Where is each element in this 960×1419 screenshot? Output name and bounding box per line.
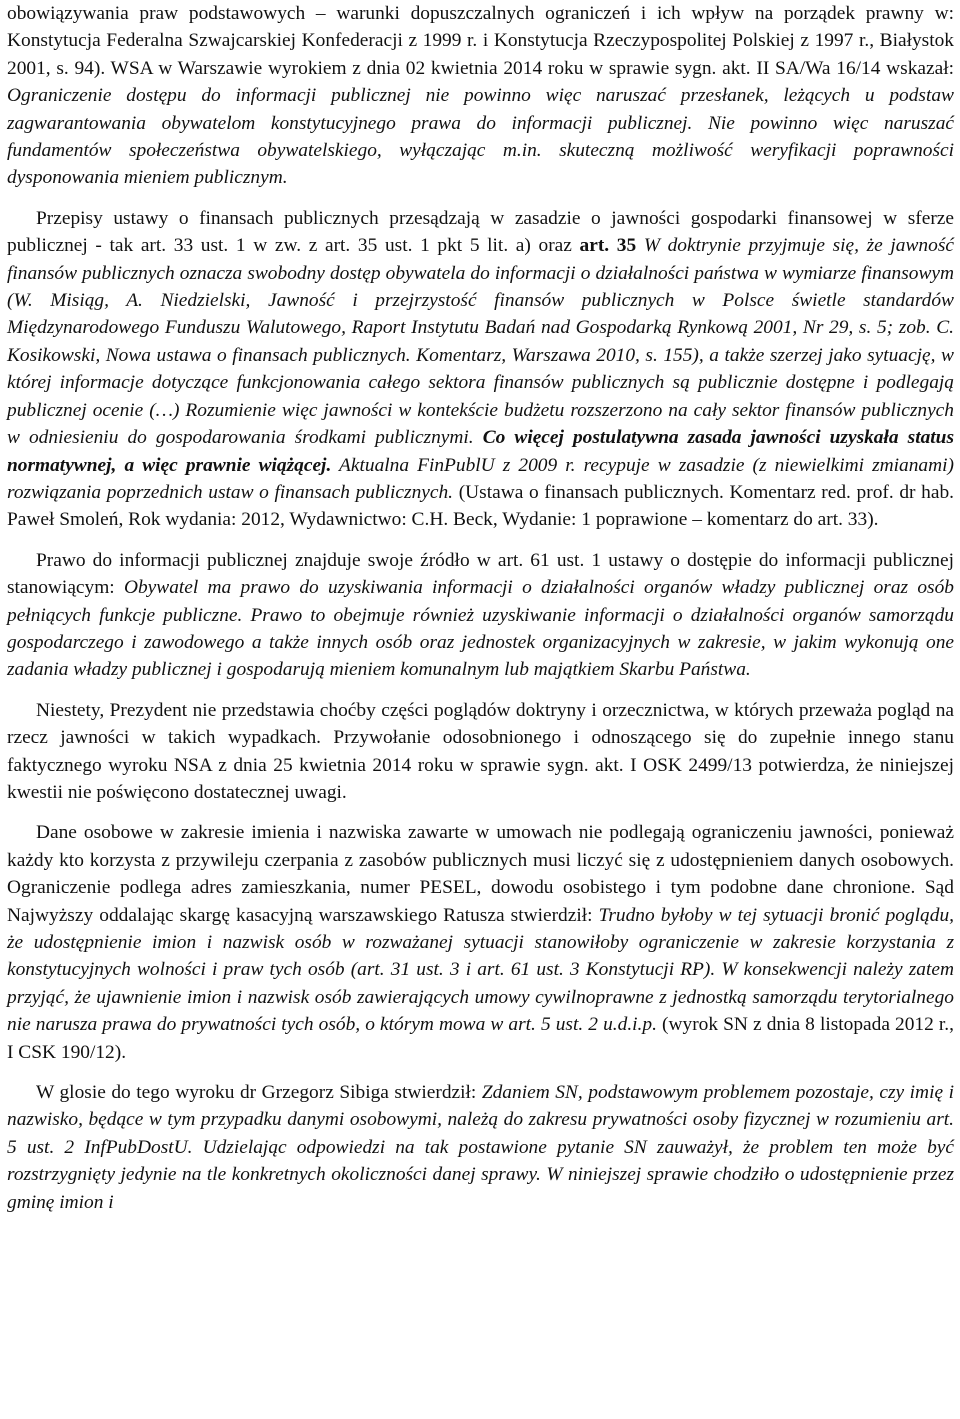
paragraph-p5 bbox=[7, 819, 954, 1066]
paragraph-p1 bbox=[7, 0, 954, 192]
text-segment: Obywatel ma prawo do uzyskiwania informacji o działalności organów władzy publicznej oraz osób pełniących funkcje publiczne. Prawo to obejmuje również uzyskiwanie informacji o działalności organów samorządu gospodarczego i zawodowego a także innych osób oraz jednostek organizacyjnych w zakresie, w jakim wykonują one zadania władzy publicznej i gospodarują mieniem komunalnym lub majątkiem Skarbu Państwa. bbox=[7, 577, 954, 681]
text-segment: art. 35 bbox=[579, 235, 637, 257]
text-segment: W glosie do tego wyroku dr Grzegorz Sibiga stwierdził: bbox=[36, 1082, 482, 1104]
paragraph-p3 bbox=[7, 547, 954, 684]
text-segment: Trudno byłoby w tej sytuacji bronić poglądu, że udostępnienie imion i nazwisk osób w rozważanej sytuacji stanowiłoby ograniczenie w zakresie korzystania z konstytucyjnych wolności i praw tych osób (art. 31 ust. 3 i art. 61 ust. 3 Konstytucji RP). W konsekwencji należy zatem przyjąć, że ujawnienie imion i nazwisk osób zawierających umowy cywilnoprawne z jednostką samorządu terytorialnego nie narusza prawa do prywatności tych osób, o którym mowa w art. 5 ust. 2 u.d.i.p. bbox=[7, 904, 954, 1036]
text-segment: (Ustawa o finansach publicznych. Komentarz red. prof. dr hab. Paweł Smoleń, Rok wydania: 2012, Wydawnictwo: C.H. Beck, Wydanie: 1 poprawione – komentarz do art. 33). bbox=[7, 481, 955, 531]
text-segment: Niestety, Prezydent nie przedstawia choćby części poglądów doktryny i orzecznictwa, w których przeważa pogląd na rzecz jawności w takich wypadkach. Przywołanie odosobnionego i odnoszącego się do zupełnie innego stanu faktycznego wyroku NSA z dnia 25 kwietnia 2014 roku w sprawie sygn. akt. I OSK 2499/13 potwierdza, że niniejszej kwestii nie poświęcono dostatecznej uwagi. bbox=[7, 699, 954, 803]
text-segment: Aktualna FinPublU z 2009 r. recypuje w zasadzie (z niewielkimi zmianami) rozwiązania poprzednich ustaw o finansach publicznych. bbox=[7, 454, 954, 503]
text-segment bbox=[636, 235, 644, 256]
text-segment: Przepisy ustawy o finansach publicznych przesądzają w zasadzie o jawności gospodarki finansowej w sferze publicznej - tak art. 33 ust. 1 w zw. z art. 35 ust. 1 pkt 5 lit. a) oraz bbox=[7, 207, 954, 257]
text-segment: Prawo do informacji publicznej znajduje swoje źródło w art. 61 ust. 1 ustawy o dostępie do informacji publicznej stanowiącym: bbox=[7, 549, 954, 599]
text-segment: Ograniczenie dostępu do informacji publicznej nie powinno więc naruszać przesłanek, leżących u podstaw zagwarantowania obywatelom konstytucyjnego prawa do informacji publicznej. Nie powinno więc naruszać fundamentów społeczeństwa obywatelskiego, wyłączając m.in. skuteczną możliwość weryfikacji poprawności dysponowania mieniem publicznym. bbox=[7, 85, 954, 189]
text-segment: obowiązywania praw podstawowych – warunki dopuszczalnych ograniczeń i ich wpływ na porządek prawny w: Konstytucja Federalna Szwajcarskiej Konfederacji z 1999 r. i Konstytucja Rzeczypospolitej Polskiej z 1997 r., Białystok 2001, s. 94). WSA w Warszawie wyrokiem z dnia 02 kwietnia 2014 roku w sprawie sygn. akt. II SA/Wa 16/14 wskazał: bbox=[7, 3, 954, 79]
text-segment: Dane osobowe w zakresie imienia i nazwiska zawarte w umowach nie podlegają ograniczeniu jawności, ponieważ każdy kto korzysta z przywileju czerpania z zasobów publicznych musi liczyć się z udostępnieniem danych osobowych. Ograniczenie podlega adres zamieszkania, numer PESEL, dowodu osobistego i tym podobne dane chronione. Sąd Najwyższy oddalając skargę kasacyjną warszawskiego Ratusza stwierdził: bbox=[7, 822, 954, 926]
text-segment: (wyrok SN z dnia 8 listopada 2012 r., I CSK 190/12). bbox=[7, 1014, 954, 1063]
text-segment: Co więcej postulatywna zasada jawności uzyskała status normatywnej, a więc prawnie wiążącej. bbox=[7, 427, 954, 476]
text-segment: Zdaniem SN, podstawowym problemem pozostaje, czy imię i nazwisko, będące w tym przypadku danymi osobowymi, należą do zakresu prywatności osoby fizycznej w rozumieniu art. 5 ust. 2 InfPubDostU. Udzielając odpowiedzi na tak postawione pytanie SN zauważył, że problem ten może być rozstrzygnięty jedynie na tle konkretnych okoliczności danej sprawy. W niniejszej sprawie chodziło o udostępnienie przez gminę imion i bbox=[7, 1082, 954, 1213]
text-segment: W doktrynie przyjmuje się, że jawność finansów publicznych oznacza swobodny dostęp obywatela do informacji o działalności państwa w wymiarze finansowym (W. Misiąg, A. Niedzielski, Jawność i przejrzystość finansów publicznych w Polsce świetle standardów Międzynarodowego Funduszu Walutowego, Raport Instytutu Badań nad Gospodarką Rynkową 2001, Nr 29, s. 5; zob. C. Kosikowski, Nowa ustawa o finansach publicznych. Komentarz, Warszawa 2010, s. 155), a także szerzej jako sytuację, w której informacje dotyczące funkcjonowania całego sektora finansów publicznych są publicznie dostępne i podlegają publicznej ocenie (…) Rozumienie więc jawności w kontekście budżetu rozszerzono na cały sektor finansów publicznych w odniesieniu do gospodarowania środkami publicznymi. bbox=[7, 235, 954, 449]
paragraph-p6 bbox=[7, 1079, 954, 1216]
paragraph-p2 bbox=[7, 205, 954, 534]
paragraph-p4 bbox=[7, 697, 954, 807]
